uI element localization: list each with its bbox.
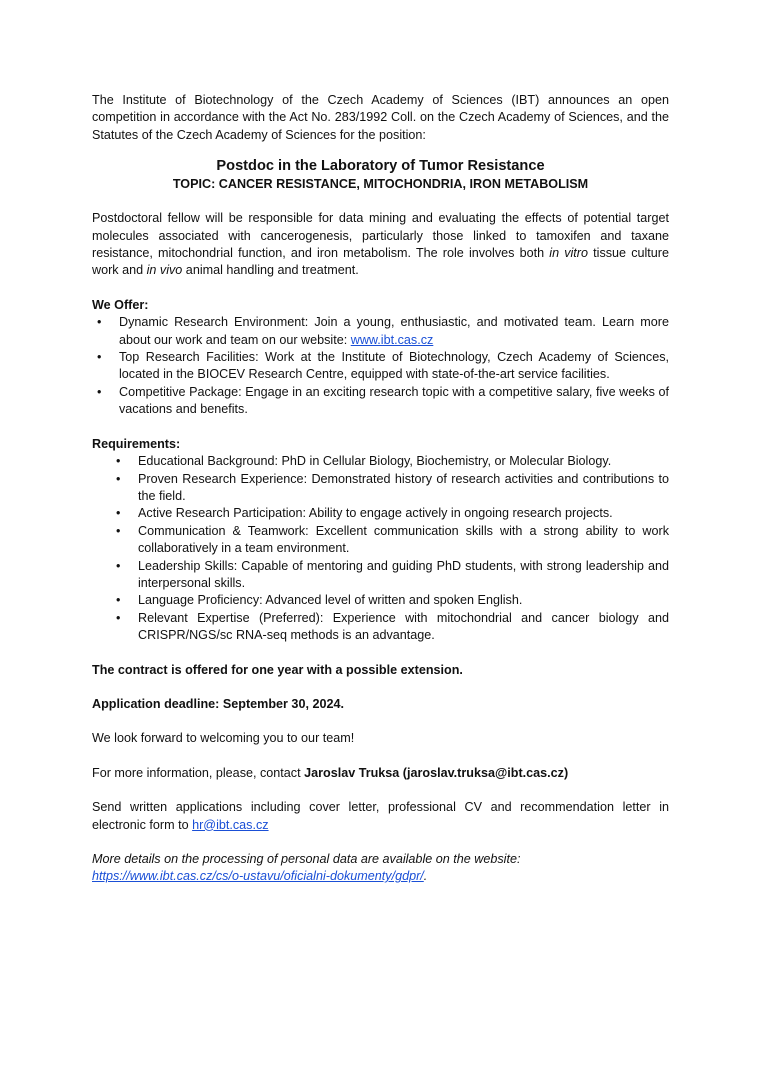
bullet-icon: • (116, 610, 121, 625)
requirement-text: Language Proficiency: Advanced level of written and spoken English. (138, 593, 523, 608)
privacy-text: More details on the processing of personal data are available on the website: (92, 852, 521, 866)
offer-item-text: Competitive Package: Engage in an exciting research topic with a competitive salary, five weeks of vacations and benefits. (119, 384, 669, 417)
requirement-text: Educational Background: PhD in Cellular Biology, Biochemistry, or Molecular Biology. (138, 454, 612, 469)
list-item (92, 610, 669, 645)
contact-prefix: For more information, please, contact (92, 765, 305, 780)
list-item (92, 523, 669, 558)
list-item (92, 558, 669, 593)
privacy-paragraph (92, 851, 669, 886)
offer-heading: We Offer: (92, 297, 149, 312)
hr-email-link[interactable]: hr@ibt.cas.cz (192, 817, 269, 832)
application-deadline: Application deadline: September 30, 2024. (92, 696, 344, 711)
description-text-3: animal handling and treatment. (182, 263, 359, 278)
list-item (92, 384, 669, 419)
contact-paragraph (92, 765, 669, 782)
description-text-2: tissue culture work and (92, 246, 670, 278)
privacy-suffix: . (423, 869, 428, 884)
topic-subtitle: TOPIC: CANCER RESISTANCE, MITOCHONDRIA, IRON METABOLISM (172, 177, 589, 192)
list-item (92, 592, 669, 609)
offer-list (92, 314, 669, 418)
bullet-icon: • (116, 471, 121, 486)
bullet-icon: • (97, 384, 102, 399)
bullet-icon: • (97, 315, 102, 330)
list-item (92, 505, 669, 522)
bullet-icon: • (116, 454, 121, 469)
page-title: Postdoc in the Laboratory of Tumor Resistance (216, 158, 545, 175)
description-paragraph (92, 210, 669, 280)
bullet-icon: • (116, 523, 121, 538)
requirement-text: Active Research Participation: Ability to engage actively in ongoing research projects. (138, 506, 613, 521)
requirement-text: Relevant Expertise (Preferred): Experience with mitochondrial and cancer biology and CRISPR/NGS/sc RNA-seq methods is an advantage. (138, 610, 669, 643)
list-item (92, 349, 669, 384)
description-text-1: Postdoctoral fellow will be responsible for data mining and evaluating the effects of potential target molecules associated with cancerogenesis, particularly those linked to tamoxifen and taxane resistance, mitochondrial function, and iron metabolism. The role involves both (92, 211, 669, 261)
requirements-list (92, 453, 669, 644)
apply-text: Send written applications including cover letter, professional CV and recommendation letter in electronic form to (92, 800, 669, 832)
bullet-icon: • (116, 593, 121, 608)
list-item (92, 471, 669, 506)
description-italic-in-vitro: in vitro (549, 246, 589, 261)
apply-paragraph (92, 799, 669, 834)
requirement-text: Proven Research Experience: Demonstrated history of research activities and contributions to the field. (138, 471, 669, 503)
welcome-text: We look forward to welcoming you to our team! (92, 731, 355, 746)
gdpr-link[interactable]: https://www.ibt.cas.cz/cs/o-ustavu/oficialni-dokumenty/gdpr/ (92, 869, 424, 884)
offer-item-text: Dynamic Research Environment: Join a young, enthusiastic, and motivated team. Learn more about our work and team on our website: (119, 315, 669, 347)
description-italic-in-vivo: in vivo (146, 263, 183, 278)
requirements-heading: Requirements: (92, 436, 181, 451)
bullet-icon: • (97, 350, 102, 365)
contact-name: Jaroslav Truksa (jaroslav.truksa@ibt.cas.cz) (304, 765, 569, 780)
list-item (92, 453, 669, 470)
intro-paragraph: The Institute of Biotechnology of the Czech Academy of Sciences (IBT) announces an open competition in accordance with the Act No. 283/1992 Coll. on the Czech Academy of Sciences, and the Statutes of the Czech Academy of Sciences for the position: (92, 93, 669, 142)
contract-note: The contract is offered for one year with a possible extension. (92, 662, 463, 677)
requirement-text: Communication & Teamwork: Excellent communication skills with a strong ability to work collaboratively in a team environment. (138, 523, 669, 556)
list-item (92, 314, 669, 349)
website-link[interactable]: www.ibt.cas.cz (350, 332, 434, 347)
offer-item-text: Top Research Facilities: Work at the Institute of Biotechnology, Czech Academy of Sciences, located in the BIOCEV Research Centre, equipped with state-of-the-art service facilities. (119, 350, 669, 382)
bullet-icon: • (116, 506, 121, 521)
job-posting-page (92, 92, 669, 886)
bullet-icon: • (116, 558, 121, 573)
requirement-text: Leadership Skills: Capable of mentoring and guiding PhD students, with strong leadership and interpersonal skills. (138, 558, 669, 590)
